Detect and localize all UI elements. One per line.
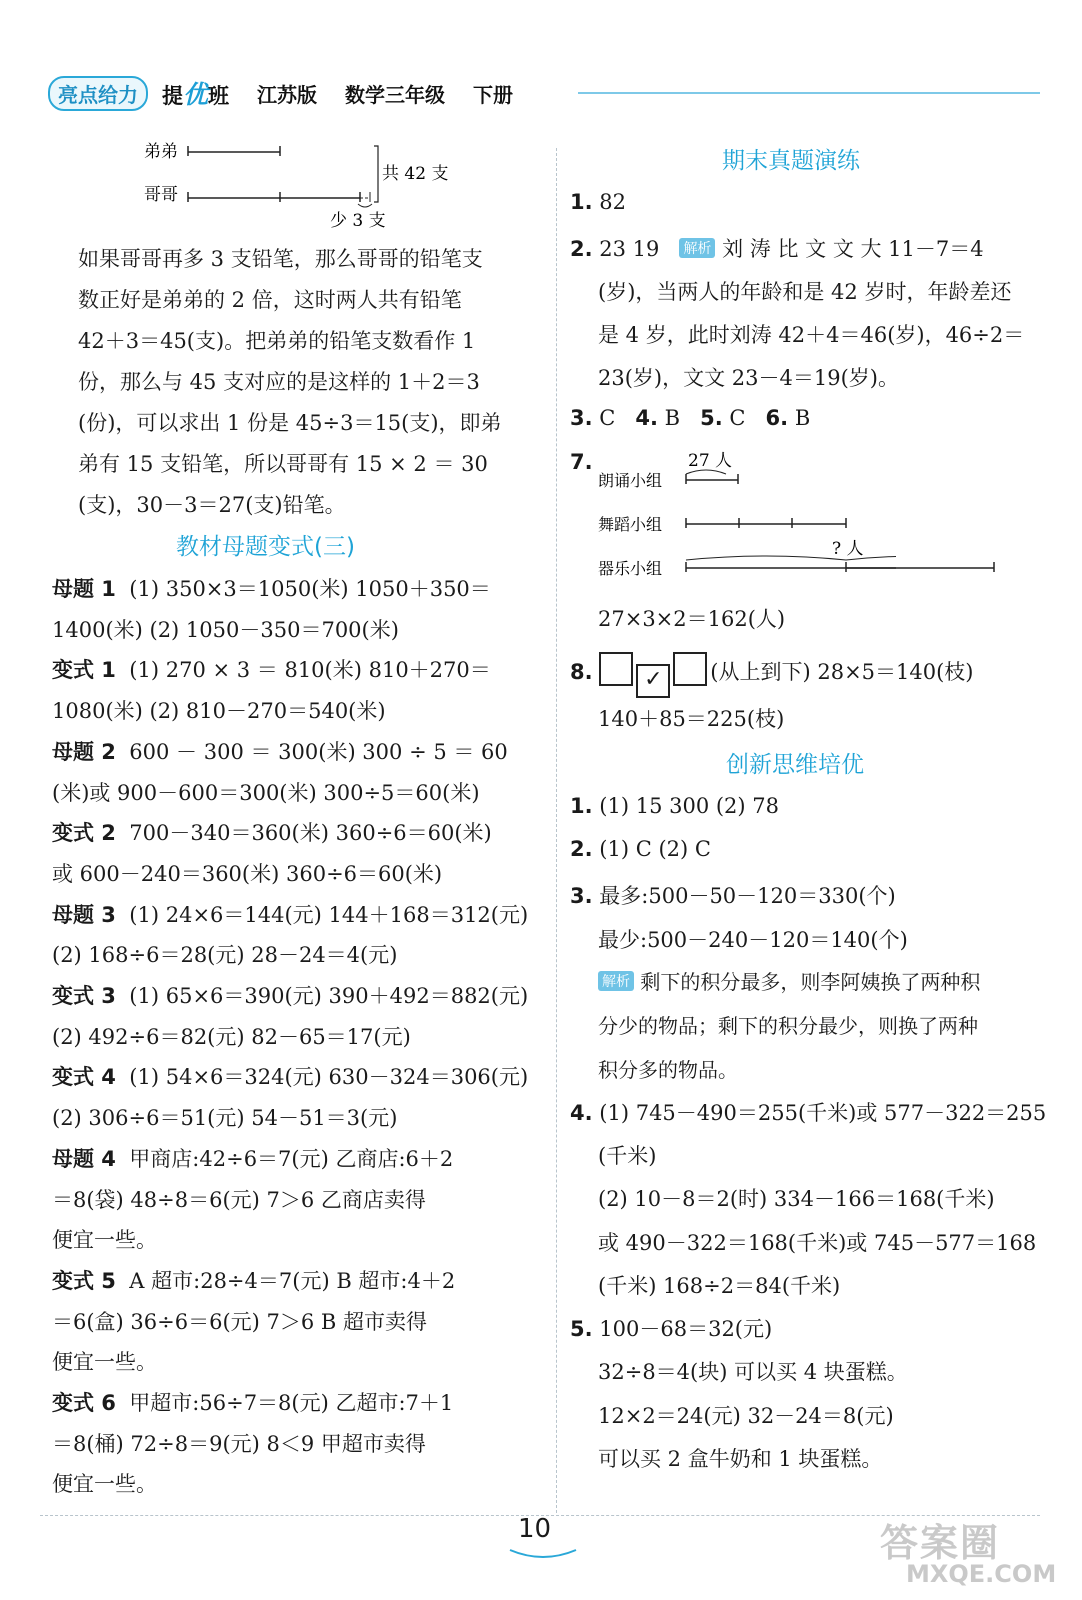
explanation-line: 数正好是弟弟的 2 倍，这时两人共有铅笔 bbox=[78, 288, 462, 312]
innovation-3: 3. 最多:500－50－120＝330(个) bbox=[570, 884, 896, 908]
answer-item bbox=[52, 980, 528, 1010]
item-label: 母题 1 bbox=[52, 577, 116, 601]
item-label: 母题 2 bbox=[52, 740, 116, 764]
subject-label: 数学三年级 bbox=[345, 82, 446, 107]
answer-item-continued bbox=[52, 1306, 427, 1336]
item-text: (1) 54×6＝324(元) 630－324＝306(元) bbox=[129, 1065, 529, 1089]
answer-item bbox=[52, 1265, 455, 1295]
item-text: 或 600－240＝360(米) 360÷6＝60(米) bbox=[52, 862, 443, 886]
answer-item-continued bbox=[52, 1102, 397, 1132]
diagram-row-reciting: 朗诵小组 bbox=[598, 471, 663, 490]
answer-item bbox=[52, 1061, 528, 1091]
item-text: 便宜一些。 bbox=[52, 1228, 157, 1252]
innovation-4-line: (千米) bbox=[598, 1144, 657, 1168]
item-label: 母题 4 bbox=[52, 1147, 116, 1171]
pencil-line-diagram bbox=[130, 134, 470, 234]
item-label: 变式 5 bbox=[52, 1269, 116, 1293]
explanation-line: 弟有 15 支铅笔，所以哥哥有 15 × 2 ＝ 30 bbox=[78, 452, 488, 476]
answer-item bbox=[52, 736, 508, 766]
innovation-3-analysis-line: 分少的物品；剩下的积分最少，则换了两种 bbox=[598, 1014, 978, 1038]
page-number: 10 bbox=[518, 1514, 552, 1544]
item-label: 变式 6 bbox=[52, 1391, 116, 1415]
item-text: (2) 168÷6＝28(元) 28－24＝4(元) bbox=[52, 943, 398, 967]
answer-item bbox=[52, 899, 528, 929]
volume-label: 下册 bbox=[473, 82, 514, 107]
item-text: (1) 24×6＝144(元) 144＋168＝312(元) bbox=[129, 903, 529, 927]
answer-item bbox=[52, 573, 491, 603]
innovation-3-analysis: 解析 剩下的积分最多，则李阿姨换了两种积 bbox=[598, 966, 980, 995]
diagram-label-older: 哥哥 bbox=[144, 185, 178, 205]
item-label: 变式 2 bbox=[52, 821, 116, 845]
item-label: 变式 4 bbox=[52, 1065, 116, 1089]
item-text: ＝8(桶) 72÷8＝9(元) 8＜9 甲超市卖得 bbox=[52, 1432, 426, 1456]
answer-item-continued bbox=[52, 695, 386, 725]
answer-8-line: 140＋85＝225(枝) bbox=[598, 707, 785, 731]
answer-7-number: 7. bbox=[570, 450, 593, 474]
answer-item-continued bbox=[52, 777, 480, 807]
check-icon: ✓ bbox=[644, 667, 663, 692]
answer-item bbox=[52, 1143, 453, 1173]
item-text: (1) 65×6＝390(元) 390＋492＝882(元) bbox=[129, 984, 529, 1008]
answer-item-continued bbox=[52, 1224, 157, 1254]
item-text: (米)或 900－600＝300(米) 300÷5＝60(米) bbox=[52, 781, 480, 805]
innovation-3-line: 最少:500－240－120＝140(个) bbox=[598, 928, 908, 952]
explanation-line: 如果哥哥再多 3 支铅笔，那么哥哥的铅笔支 bbox=[78, 247, 483, 271]
item-text: (1) 270 × 3 ＝ 810(米) 810＋270＝ bbox=[129, 658, 491, 682]
watermark-url: MXQE.COM bbox=[906, 1560, 1057, 1588]
innovation-5-line: 12×2＝24(元) 32－24＝8(元) bbox=[598, 1404, 894, 1428]
innovation-2: 2. (1) C (2) C bbox=[570, 837, 711, 861]
item-text: ＝6(盒) 36÷6＝6(元) 7＞6 B 超市卖得 bbox=[52, 1310, 428, 1334]
answer-item-continued bbox=[52, 858, 442, 888]
header-rule bbox=[578, 92, 1040, 94]
item-text: A 超市:28÷4＝7(元) B 超市:4＋2 bbox=[129, 1269, 456, 1293]
diagram-label-younger: 弟弟 bbox=[144, 142, 178, 162]
column-divider bbox=[556, 148, 557, 1513]
innovation-3-analysis-line: 积分多的物品。 bbox=[598, 1058, 738, 1082]
item-label: 变式 1 bbox=[52, 658, 116, 682]
answer-2-line: 23(岁)，文文 23－4＝19(岁)。 bbox=[598, 366, 899, 390]
answer-item-continued bbox=[52, 1468, 157, 1498]
book-title: 提优班 bbox=[162, 80, 230, 109]
innovation-4-line: (千米) 168÷2＝84(千米) bbox=[598, 1274, 841, 1298]
item-text: 700－340＝360(米) 360÷6＝60(米) bbox=[129, 821, 492, 845]
item-text: 便宜一些。 bbox=[52, 1472, 157, 1496]
answers-3-to-6: 3. C 4. B 5. C 6. B bbox=[570, 406, 811, 430]
section-title-textbook-variants: 教材母题变式(三) bbox=[176, 534, 355, 560]
answer-item bbox=[52, 654, 491, 684]
answer-7-formula: 27×3×2＝162(人) bbox=[598, 607, 786, 631]
explanation-line: (支)，30－3＝27(支)铅笔。 bbox=[78, 493, 346, 517]
answer-2-line: (岁)，当两人的年龄和是 42 岁时，年龄差还 bbox=[598, 280, 1012, 304]
answer-box bbox=[673, 652, 707, 686]
innovation-5: 5. 100－68＝32(元) bbox=[570, 1317, 773, 1341]
diagram-top-label: 27 人 bbox=[688, 451, 733, 471]
item-text: (1) 350×3＝1050(米) 1050＋350＝ bbox=[129, 577, 491, 601]
diagram-total: 共 42 支 bbox=[382, 164, 449, 184]
innovation-4: 4. (1) 745－490＝255(千米)或 577－322＝255 bbox=[570, 1101, 1047, 1125]
item-text: ＝8(袋) 48÷8＝6(元) 7＞6 乙商店卖得 bbox=[52, 1188, 426, 1212]
answer-2-line: 是 4 岁，此时刘涛 42＋4＝46(岁)，46÷2＝ bbox=[598, 323, 1025, 347]
innovation-5-line: 32÷8＝4(块) 可以买 4 块蛋糕。 bbox=[598, 1360, 908, 1384]
total-brace bbox=[374, 146, 378, 202]
edition-label: 江苏版 bbox=[257, 82, 318, 107]
explanation-line: 42＋3＝45(支)。把弟弟的铅笔支数看作 1 bbox=[78, 329, 476, 353]
innovation-5-line: 可以买 2 盒牛奶和 1 块蛋糕。 bbox=[598, 1447, 883, 1471]
diagram-question-label: ? 人 bbox=[832, 539, 864, 559]
section-title-final-exam: 期末真题演练 bbox=[722, 148, 860, 174]
section-title-innovation: 创新思维培优 bbox=[726, 752, 864, 778]
answer-2: 2. 23 19 解析 刘 涛 比 文 文 大 11－7＝4 bbox=[570, 237, 984, 261]
item-text: 甲商店:42÷6＝7(元) 乙商店:6＋2 bbox=[129, 1147, 454, 1171]
brand-badge: 亮点给力 bbox=[48, 76, 148, 111]
answer-item bbox=[52, 1387, 453, 1417]
answer-item-continued bbox=[52, 1184, 426, 1214]
explanation-line: 份，那么与 45 支对应的是这样的 1＋2＝3 bbox=[78, 370, 480, 394]
innovation-1: 1. (1) 15 300 (2) 78 bbox=[570, 794, 780, 818]
item-text: 甲超市:56÷7＝8(元) 乙超市:7＋1 bbox=[129, 1391, 454, 1415]
answer-8: 8. ✓ (从上到下) 28×5＝140(枝) bbox=[570, 652, 974, 698]
item-text: 1080(米) (2) 810－270＝540(米) bbox=[52, 699, 386, 723]
item-text: 600 － 300 ＝ 300(米) 300 ÷ 5 ＝ 60 bbox=[129, 740, 508, 764]
analysis-tag: 解析 bbox=[598, 971, 634, 991]
answer-item-continued bbox=[52, 1021, 411, 1051]
innovation-4-line: (2) 10－8＝2(时) 334－166＝168(千米) bbox=[598, 1187, 995, 1211]
answer-item-continued bbox=[52, 1428, 426, 1458]
answer-item-continued bbox=[52, 614, 399, 644]
page-header bbox=[48, 76, 513, 110]
item-label: 母题 3 bbox=[52, 903, 116, 927]
innovation-4-line: 或 490－322＝168(千米)或 745－577＝168 bbox=[598, 1231, 1037, 1255]
answer-item-continued bbox=[52, 1346, 157, 1376]
item-text: 便宜一些。 bbox=[52, 1350, 157, 1374]
diagram-row-music: 器乐小组 bbox=[598, 559, 663, 578]
answer-box bbox=[599, 652, 633, 686]
item-text: (2) 492÷6＝82(元) 82－65＝17(元) bbox=[52, 1025, 411, 1049]
answer-1: 1. 82 bbox=[570, 190, 627, 214]
analysis-tag: 解析 bbox=[679, 238, 715, 258]
item-text: (2) 306÷6＝51(元) 54－51＝3(元) bbox=[52, 1106, 398, 1130]
answer-item bbox=[52, 817, 492, 847]
item-label: 变式 3 bbox=[52, 984, 116, 1008]
explanation-line: (份)，可以求出 1 份是 45÷3＝15(支)，即弟 bbox=[78, 411, 502, 435]
watermark-logo: 答案圈 bbox=[880, 1521, 1001, 1565]
diagram-less: 少 3 支 bbox=[330, 211, 386, 231]
item-text: 1400(米) (2) 1050－350＝700(米) bbox=[52, 618, 399, 642]
diagram-row-dance: 舞蹈小组 bbox=[598, 515, 663, 534]
answer-item-continued bbox=[52, 939, 397, 969]
checked-box bbox=[636, 664, 670, 698]
